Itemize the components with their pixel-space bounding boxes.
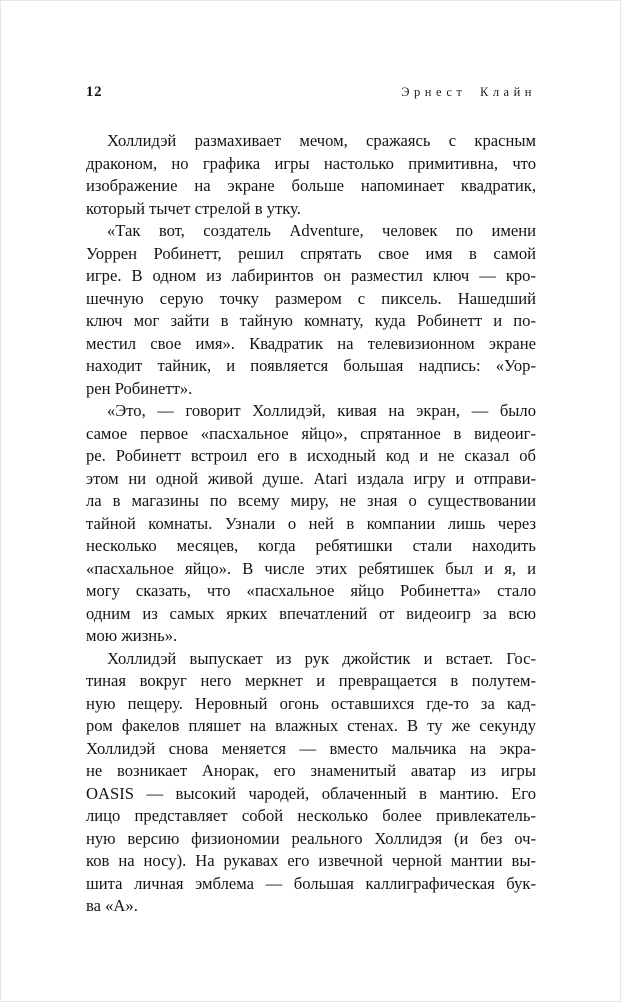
text-line: Холлидэй выпускает из рук джойстик и встает. Гос- [107, 648, 536, 668]
text-line: ков на носу). На рукавах его извечной черной мантии вы- [86, 851, 536, 870]
text-line: ключ мог зайти в тайную комнату, куда Робинетт и по- [86, 311, 536, 330]
text-line: который тычет стрелой в утку. [86, 198, 301, 218]
text-paragraph [86, 648, 536, 918]
text-line: не возникает Анорак, его знаменитый аватар из игры [86, 761, 536, 780]
text-line: ную пещеру. Неровный огонь оставшихся где-то за кад- [86, 693, 536, 713]
text-line: «пасхальное яйцо». В числе этих ребятишек был и я, и [86, 558, 536, 578]
text-paragraph [86, 220, 536, 400]
text-line: лицо представляет собой несколько более привлекатель- [86, 806, 536, 825]
text-line: этом ни одной живой душе. Atari издала игру и отправи- [86, 468, 536, 488]
text-line: драконом, но графика игры настолько примитивна, что [86, 153, 536, 173]
text-line: игре. В одном из лабиринтов он разместил ключ — кро- [86, 266, 536, 285]
page-header [86, 83, 536, 101]
text-line: Холлидэй снова меняется — вместо мальчика на экра- [86, 738, 536, 758]
text-line: мою жизнь». [86, 626, 178, 645]
text-line: самое первое «пасхальное яйцо», спрятанное в видеоиг- [86, 423, 536, 443]
text-line: местил свое имя». Квадратик на телевизионном экране [86, 333, 536, 353]
text-line: могу сказать, что «пасхальное яйцо Робинетта» стало [86, 581, 536, 600]
text-line: шечную серую точку размером с пиксель. Нашедший [86, 288, 536, 308]
page-number: 12 [86, 84, 103, 100]
text-line: находит тайник, и появляется большая надпись: «Уор- [86, 356, 536, 375]
text-line: ва «А». [86, 896, 138, 915]
text-line: несколько месяцев, когда ребятишки стали находить [86, 536, 536, 555]
text-paragraph [86, 130, 536, 220]
text-line: рен Робинетт». [86, 378, 193, 398]
body-text [86, 130, 536, 918]
text-line: OASIS — высокий чародей, облаченный в мантию. Его [86, 783, 536, 803]
text-line: Холлидэй размахивает мечом, сражаясь с красным [107, 131, 536, 150]
text-line: ла в магазины по всему миру, не зная о существовании [86, 491, 536, 510]
text-line: «Так вот, создатель Adventure, человек по имени [107, 221, 536, 240]
text-line: ную версию физиономии реального Холлидэя (и без оч- [86, 828, 536, 848]
text-line: шита личная эмблема — большая каллиграфическая бук- [86, 873, 536, 893]
text-line: ре. Робинетт встроил его в исходный код и не сказал об [86, 446, 536, 465]
text-paragraph [86, 400, 536, 648]
text-line: изображение на экране больше напоминает квадратик, [86, 176, 536, 195]
text-line: Уоррен Робинетт, решил спрятать свое имя в самой [86, 243, 536, 263]
text-line: тиная вокруг него меркнет и превращается в полутем- [86, 671, 536, 690]
text-line: тайной комнаты. Узнали о ней в компании лишь через [86, 513, 536, 533]
text-line: «Это, — говорит Холлидэй, кивая на экран, — было [107, 401, 536, 420]
text-line: ром факелов пляшет на влажных стенах. В ту же секунду [86, 716, 536, 735]
running-header: Эрнест Клайн [401, 85, 536, 99]
text-line: одним из самых ярких впечатлений от видеоигр за всю [86, 603, 536, 623]
